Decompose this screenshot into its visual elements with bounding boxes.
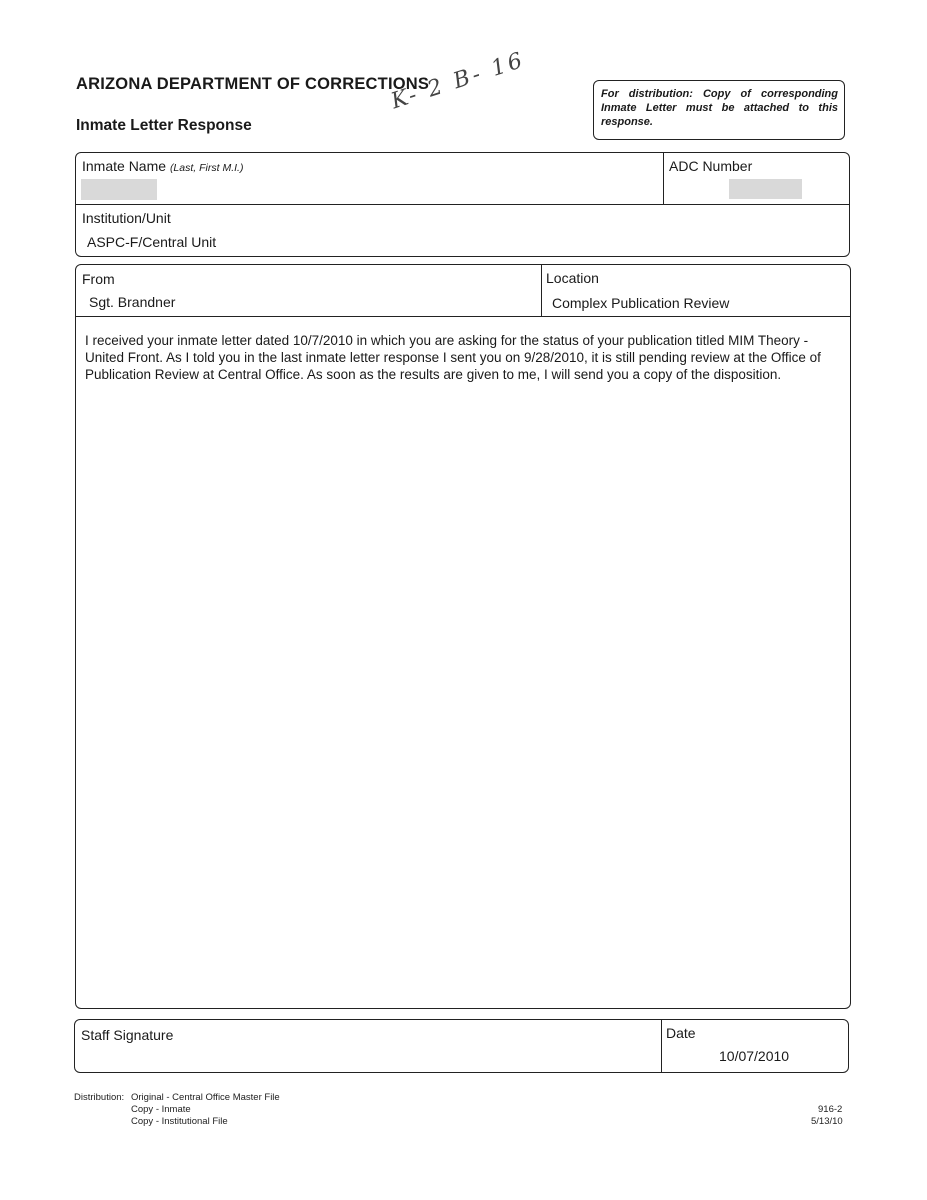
institution-value: ASPC-F/Central Unit: [87, 234, 217, 250]
distribution-line-2: Copy - Inmate: [131, 1104, 191, 1115]
inmate-name-redacted: [81, 179, 157, 200]
from-value: Sgt. Brandner: [89, 294, 176, 310]
date-label: Date: [666, 1025, 696, 1041]
signature-box: [74, 1019, 849, 1073]
staff-signature-label: Staff Signature: [81, 1027, 174, 1043]
inmate-name-label-text: Inmate Name: [82, 158, 167, 174]
location-label: Location: [546, 270, 599, 286]
form-title: Inmate Letter Response: [76, 117, 252, 134]
date-value: 10/07/2010: [719, 1048, 790, 1064]
distribution-line-3: Copy - Institutional File: [131, 1116, 228, 1127]
inmate-name-hint: (Last, First M.I.): [169, 162, 244, 174]
adc-number-label: ADC Number: [669, 158, 753, 174]
inmate-info-box: [75, 152, 850, 257]
adc-number-redacted: [729, 179, 802, 199]
institution-label: Institution/Unit: [82, 210, 171, 226]
distribution-line-1: Original - Central Office Master File: [131, 1092, 280, 1103]
form-date: 5/13/10: [811, 1116, 843, 1127]
inmate-name-label: [82, 158, 243, 174]
form-number: 916-2: [818, 1104, 843, 1115]
from-label: From: [82, 271, 115, 287]
distribution-label: Distribution:: [74, 1092, 125, 1103]
location-value: Complex Publication Review: [552, 295, 730, 311]
response-text: I received your inmate letter dated 10/7/2010 in which you are asking for the status of your publication titled MIM Theory - United Front. As I told you in the last inmate letter response I sent you on 9/28/2010, it is still pending review at the Office of Publication Review at Central Office. As soon as the results are given to me, I will send you a copy of the disposition.: [85, 333, 821, 382]
organization-title: ARIZONA DEPARTMENT OF CORRECTIONS: [76, 75, 430, 93]
distribution-note-box: For distribution: Copy of corresponding Inmate Letter must be attached to this response.: [593, 80, 845, 140]
handwritten-note: K- 2 B- 16: [388, 47, 529, 115]
